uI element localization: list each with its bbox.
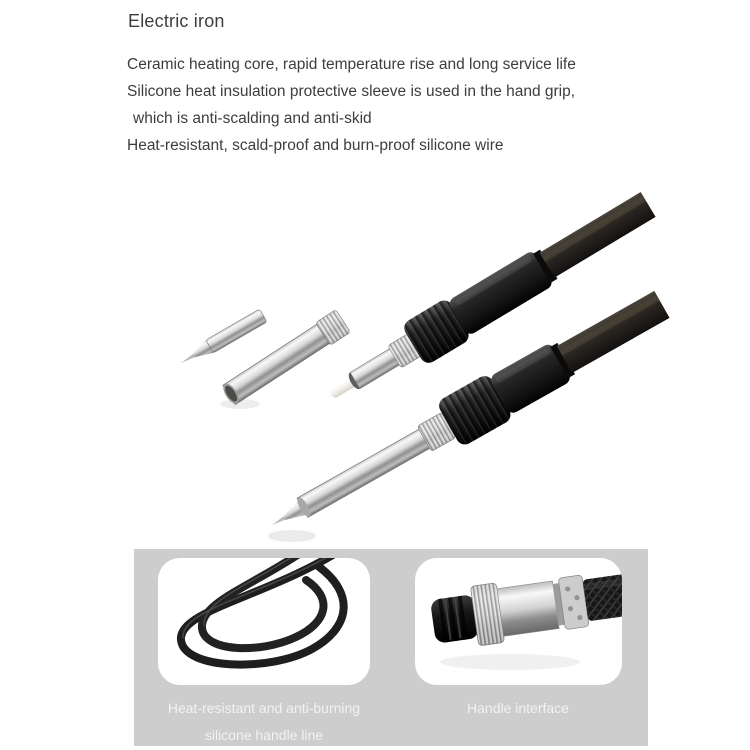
caption-line: Handle interface: [467, 700, 569, 716]
page-title: Electric iron: [128, 11, 225, 31]
product-description: [127, 51, 576, 159]
caption-line: Heat-resistant and anti-burning: [167, 700, 361, 716]
description-line: Silicone heat insulation protective sleeve is used in the hand grip,: [127, 83, 576, 100]
silicone-cable-photo-card: [158, 558, 370, 685]
coiled-cable-photo: [158, 558, 370, 685]
description-line: Heat-resistant, scald-proof and burn-proof silicone wire: [127, 137, 504, 154]
description-line: Ceramic heating core, rapid temperature rise and long service life: [127, 56, 576, 73]
shadow: [268, 530, 316, 542]
left-card-caption: [144, 695, 384, 749]
right-card-caption: [398, 695, 638, 722]
soldering-tip-part: [177, 309, 267, 369]
detail-panel: [134, 549, 648, 746]
caption-line: silicone handle line: [204, 727, 324, 743]
handle-interface-photo-card: [415, 558, 622, 685]
connector-photo: [415, 558, 622, 685]
soldering-iron-product-photo: [0, 180, 750, 560]
description-line: which is anti-scalding and anti-skid: [133, 110, 372, 127]
